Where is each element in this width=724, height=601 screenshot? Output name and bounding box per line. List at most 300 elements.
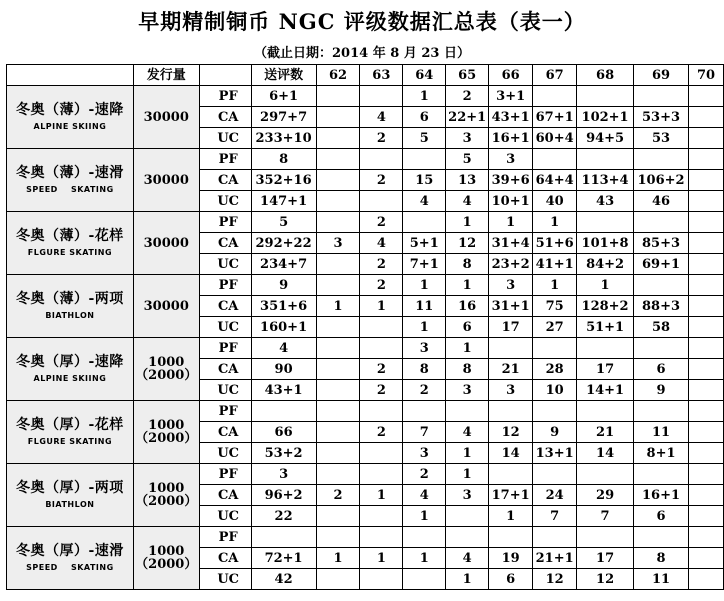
grade-count-cell-64: 7+1	[403, 254, 446, 275]
grade-count-cell-62	[316, 464, 360, 485]
coin-name-cn: 冬奥（厚）-花样	[15, 417, 124, 433]
grade-count-cell-67: 67+1	[533, 107, 577, 128]
grade-count-cell-63: 2	[360, 359, 403, 380]
total-submitted-cell: 160+1	[251, 317, 316, 338]
grade-count-cell-68: 101+8	[577, 233, 634, 254]
grade-count-cell-65	[446, 527, 489, 548]
grade-type-cell: UC	[199, 128, 251, 149]
grade-count-cell-66: 1	[489, 506, 533, 527]
mintage-value: （2000）	[135, 557, 198, 572]
grade-count-cell-70	[689, 149, 724, 170]
grade-count-cell-63	[360, 464, 403, 485]
mintage-cell	[133, 275, 199, 338]
total-submitted-cell: 3	[251, 464, 316, 485]
grade-count-cell-62	[316, 359, 360, 380]
grade-count-cell-67	[533, 464, 577, 485]
table-row	[7, 275, 724, 296]
total-submitted-cell: 352+16	[251, 170, 316, 191]
total-submitted-cell: 6+1	[251, 86, 316, 107]
coin-name-cell	[7, 527, 134, 590]
grade-count-cell-69	[634, 401, 689, 422]
grade-count-cell-67	[533, 149, 577, 170]
grade-count-cell-69	[634, 86, 689, 107]
grade-count-cell-69: 88+3	[634, 296, 689, 317]
header-total: 送评数	[251, 65, 316, 86]
grade-count-cell-69	[634, 527, 689, 548]
grade-count-cell-65: 2	[446, 86, 489, 107]
grade-count-cell-65: 16	[446, 296, 489, 317]
grade-count-cell-70	[689, 296, 724, 317]
grade-count-cell-62	[316, 401, 360, 422]
grade-count-cell-64	[403, 149, 446, 170]
grade-count-cell-68: 14+1	[577, 380, 634, 401]
grade-count-cell-66: 43+1	[489, 107, 533, 128]
grade-count-cell-67: 1	[533, 275, 577, 296]
mintage-value: 1000	[148, 481, 185, 496]
grade-count-cell-67	[533, 338, 577, 359]
grade-count-cell-68	[577, 86, 634, 107]
grade-count-cell-70	[689, 170, 724, 191]
mintage-cell	[133, 401, 199, 464]
grade-count-cell-63	[360, 86, 403, 107]
table-row	[7, 464, 724, 485]
grade-count-cell-63	[360, 527, 403, 548]
grade-count-cell-68	[577, 464, 634, 485]
grade-count-cell-63: 2	[360, 422, 403, 443]
grade-count-cell-66: 31+1	[489, 296, 533, 317]
grade-count-cell-65: 1	[446, 464, 489, 485]
grade-type-cell: UC	[199, 191, 251, 212]
coin-name-cell	[7, 338, 134, 401]
grade-count-cell-65: 22+1	[446, 107, 489, 128]
header-grade-68: 68	[577, 65, 634, 86]
grade-count-cell-67: 60+4	[533, 128, 577, 149]
grade-count-cell-64: 15	[403, 170, 446, 191]
grade-type-cell: PF	[199, 275, 251, 296]
grade-count-cell-62	[316, 128, 360, 149]
grade-count-cell-62: 3	[316, 233, 360, 254]
mintage-value: 1000	[148, 355, 185, 370]
grade-count-cell-66: 39+6	[489, 170, 533, 191]
grade-count-cell-62: 1	[316, 296, 360, 317]
grade-count-cell-63: 4	[360, 107, 403, 128]
table-row	[7, 212, 724, 233]
header-grade-62: 62	[316, 65, 360, 86]
grade-count-cell-70	[689, 107, 724, 128]
grade-count-cell-67	[533, 401, 577, 422]
coin-name-cn: 冬奥（厚）-速降	[15, 354, 124, 370]
grade-count-cell-64: 1	[403, 275, 446, 296]
total-submitted-cell: 22	[251, 506, 316, 527]
coin-name-cell	[7, 464, 134, 527]
grade-count-cell-62	[316, 422, 360, 443]
mintage-value: 1000	[148, 418, 185, 433]
grade-count-cell-70	[689, 317, 724, 338]
grade-count-cell-62	[316, 506, 360, 527]
grade-count-cell-69	[634, 464, 689, 485]
grade-type-cell: CA	[199, 107, 251, 128]
grade-count-cell-65	[446, 401, 489, 422]
grade-count-cell-62	[316, 338, 360, 359]
grade-type-cell: PF	[199, 464, 251, 485]
coin-name-cell	[7, 275, 134, 338]
grade-count-cell-64: 11	[403, 296, 446, 317]
grade-count-cell-62	[316, 191, 360, 212]
grade-count-cell-68: 128+2	[577, 296, 634, 317]
mintage-value: 30000	[143, 235, 189, 251]
grade-count-cell-70	[689, 548, 724, 569]
coin-name-cell	[7, 149, 134, 212]
coin-name-cell	[7, 212, 134, 275]
grade-type-cell: PF	[199, 401, 251, 422]
table-row	[7, 149, 724, 170]
coin-name-en: ALPINE SKIING	[33, 122, 107, 131]
header-grade-63: 63	[360, 65, 403, 86]
grade-type-cell: UC	[199, 317, 251, 338]
grade-count-cell-65: 3	[446, 380, 489, 401]
grade-count-cell-70	[689, 212, 724, 233]
grade-type-cell: PF	[199, 86, 251, 107]
coin-name-en: SPEED SKATING	[26, 185, 114, 194]
total-submitted-cell: 351+6	[251, 296, 316, 317]
grade-count-cell-66: 23+2	[489, 254, 533, 275]
grade-count-cell-70	[689, 464, 724, 485]
grade-count-cell-70	[689, 191, 724, 212]
grade-type-cell: UC	[199, 506, 251, 527]
grade-count-cell-66	[489, 527, 533, 548]
grade-count-cell-69: 11	[634, 569, 689, 590]
grade-count-cell-65: 1	[446, 275, 489, 296]
grade-count-cell-69: 9	[634, 380, 689, 401]
grade-type-cell: UC	[199, 443, 251, 464]
grade-count-cell-64: 3	[403, 338, 446, 359]
grade-count-cell-63: 2	[360, 170, 403, 191]
grade-count-cell-63	[360, 506, 403, 527]
mintage-cell	[133, 338, 199, 401]
grade-count-cell-65: 4	[446, 548, 489, 569]
grade-count-cell-65: 1	[446, 212, 489, 233]
page-title: 早期精制铜币 NGC 评级数据汇总表（表一）	[138, 9, 586, 34]
grade-count-cell-65: 8	[446, 359, 489, 380]
header-row	[7, 65, 724, 86]
grade-count-cell-65: 6	[446, 317, 489, 338]
grade-count-cell-63: 2	[360, 254, 403, 275]
grade-count-cell-64: 5+1	[403, 233, 446, 254]
mintage-value: 30000	[143, 109, 189, 125]
mintage-cell	[133, 212, 199, 275]
coin-name-en: FLGURE SKATING	[27, 248, 113, 257]
grade-count-cell-70	[689, 128, 724, 149]
grade-count-cell-68: 17	[577, 548, 634, 569]
grade-count-cell-64: 1	[403, 506, 446, 527]
grade-count-cell-63	[360, 443, 403, 464]
coin-name-en: FLGURE SKATING	[27, 437, 113, 446]
grade-count-cell-69: 11	[634, 422, 689, 443]
grade-type-cell: CA	[199, 359, 251, 380]
grade-count-cell-64: 6	[403, 107, 446, 128]
grade-count-cell-68	[577, 149, 634, 170]
coin-name-en: SPEED SKATING	[26, 563, 114, 572]
grade-count-cell-69	[634, 149, 689, 170]
total-submitted-cell	[251, 401, 316, 422]
mintage-cell	[133, 149, 199, 212]
grade-count-cell-67: 64+4	[533, 170, 577, 191]
grade-count-cell-69: 53	[634, 128, 689, 149]
grade-count-cell-65: 5	[446, 149, 489, 170]
coin-name-cn: 冬奥（厚）-两项	[15, 480, 124, 496]
grade-count-cell-69	[634, 212, 689, 233]
grade-count-cell-64: 3	[403, 443, 446, 464]
total-submitted-cell: 90	[251, 359, 316, 380]
ngc-grading-table	[6, 64, 724, 590]
grade-count-cell-67: 13+1	[533, 443, 577, 464]
grade-count-cell-62: 2	[316, 485, 360, 506]
grade-count-cell-65: 4	[446, 422, 489, 443]
total-submitted-cell: 292+22	[251, 233, 316, 254]
grade-type-cell: UC	[199, 569, 251, 590]
grade-count-cell-64: 2	[403, 380, 446, 401]
grade-count-cell-64	[403, 401, 446, 422]
grade-count-cell-67: 24	[533, 485, 577, 506]
grade-count-cell-64: 5	[403, 128, 446, 149]
grade-count-cell-62	[316, 443, 360, 464]
grade-count-cell-70	[689, 359, 724, 380]
grade-count-cell-68: 43	[577, 191, 634, 212]
grade-count-cell-64	[403, 569, 446, 590]
grade-count-cell-62	[316, 107, 360, 128]
grade-count-cell-68	[577, 212, 634, 233]
grade-count-cell-64: 1	[403, 317, 446, 338]
grade-count-cell-63: 2	[360, 275, 403, 296]
grade-count-cell-68: 21	[577, 422, 634, 443]
total-submitted-cell: 4	[251, 338, 316, 359]
coin-name-cell	[7, 401, 134, 464]
grade-count-cell-67: 40	[533, 191, 577, 212]
grade-count-cell-70	[689, 275, 724, 296]
grade-count-cell-68: 1	[577, 275, 634, 296]
grade-count-cell-67	[533, 527, 577, 548]
table-row	[7, 401, 724, 422]
grade-count-cell-64: 1	[403, 548, 446, 569]
grade-count-cell-64: 8	[403, 359, 446, 380]
grade-count-cell-62	[316, 275, 360, 296]
grade-count-cell-68: 12	[577, 569, 634, 590]
grade-count-cell-68: 7	[577, 506, 634, 527]
grade-type-cell: UC	[199, 254, 251, 275]
total-submitted-cell: 96+2	[251, 485, 316, 506]
total-submitted-cell: 8	[251, 149, 316, 170]
grade-count-cell-62	[316, 149, 360, 170]
grade-count-cell-65: 8	[446, 254, 489, 275]
mintage-value: （2000）	[135, 368, 198, 383]
grade-count-cell-63	[360, 338, 403, 359]
grade-count-cell-70	[689, 254, 724, 275]
grade-count-cell-63: 2	[360, 380, 403, 401]
total-submitted-cell: 66	[251, 422, 316, 443]
grade-count-cell-64	[403, 212, 446, 233]
coin-name-en: ALPINE SKIING	[33, 374, 107, 383]
grade-count-cell-63	[360, 191, 403, 212]
grade-count-cell-67	[533, 86, 577, 107]
grade-count-cell-69: 8+1	[634, 443, 689, 464]
header-grade-67: 67	[533, 65, 577, 86]
header-grade-65: 65	[446, 65, 489, 86]
grade-count-cell-67: 12	[533, 569, 577, 590]
grade-count-cell-70	[689, 485, 724, 506]
header-grade-64: 64	[403, 65, 446, 86]
grade-type-cell: CA	[199, 422, 251, 443]
grade-count-cell-63: 2	[360, 128, 403, 149]
grade-count-cell-67: 41+1	[533, 254, 577, 275]
grade-count-cell-70	[689, 422, 724, 443]
grade-count-cell-66: 10+1	[489, 191, 533, 212]
total-submitted-cell: 43+1	[251, 380, 316, 401]
grade-count-cell-62	[316, 317, 360, 338]
grade-count-cell-67: 51+6	[533, 233, 577, 254]
grade-type-cell: CA	[199, 233, 251, 254]
grade-count-cell-68	[577, 338, 634, 359]
coin-name-cn: 冬奥（薄）-两项	[15, 291, 124, 307]
grade-count-cell-66: 17	[489, 317, 533, 338]
mintage-cell	[133, 464, 199, 527]
table-body	[7, 86, 724, 590]
grade-count-cell-67: 21+1	[533, 548, 577, 569]
grade-count-cell-65: 3	[446, 485, 489, 506]
header-grade-66: 66	[489, 65, 533, 86]
grade-count-cell-68: 102+1	[577, 107, 634, 128]
grade-count-cell-66: 3	[489, 275, 533, 296]
grade-count-cell-66: 21	[489, 359, 533, 380]
cutoff-date: （截止日期：2014 年 8 月 23 日）	[254, 46, 470, 61]
total-submitted-cell: 234+7	[251, 254, 316, 275]
grade-count-cell-68: 14	[577, 443, 634, 464]
grade-count-cell-63: 1	[360, 485, 403, 506]
grade-count-cell-65: 13	[446, 170, 489, 191]
grade-count-cell-64: 7	[403, 422, 446, 443]
header-grade	[199, 65, 251, 86]
grade-count-cell-70	[689, 401, 724, 422]
grade-count-cell-70	[689, 527, 724, 548]
coin-name-cn: 冬奥（薄）-速降	[15, 102, 124, 118]
grade-count-cell-66: 3	[489, 380, 533, 401]
grade-type-cell: CA	[199, 485, 251, 506]
grade-count-cell-64	[403, 527, 446, 548]
grade-type-cell: PF	[199, 212, 251, 233]
grade-count-cell-62: 1	[316, 548, 360, 569]
grade-type-cell: PF	[199, 149, 251, 170]
mintage-value: 30000	[143, 298, 189, 314]
mintage-cell	[133, 86, 199, 149]
grade-count-cell-62	[316, 569, 360, 590]
grade-count-cell-62	[316, 86, 360, 107]
grade-count-cell-63	[360, 149, 403, 170]
grade-count-cell-70	[689, 380, 724, 401]
grade-count-cell-70	[689, 569, 724, 590]
grade-count-cell-67: 1	[533, 212, 577, 233]
grade-type-cell: CA	[199, 296, 251, 317]
grade-count-cell-65: 12	[446, 233, 489, 254]
grade-type-cell: CA	[199, 548, 251, 569]
grade-count-cell-66: 3+1	[489, 86, 533, 107]
grade-count-cell-63	[360, 317, 403, 338]
coin-name-cn: 冬奥（薄）-速滑	[15, 165, 124, 181]
total-submitted-cell: 9	[251, 275, 316, 296]
grade-count-cell-66: 14	[489, 443, 533, 464]
grade-count-cell-66	[489, 401, 533, 422]
grade-count-cell-67: 75	[533, 296, 577, 317]
grade-count-cell-66	[489, 464, 533, 485]
grade-count-cell-62	[316, 527, 360, 548]
grade-count-cell-65: 1	[446, 569, 489, 590]
grade-count-cell-68	[577, 527, 634, 548]
grade-count-cell-69: 46	[634, 191, 689, 212]
total-submitted-cell: 53+2	[251, 443, 316, 464]
grade-count-cell-68: 17	[577, 359, 634, 380]
grade-count-cell-65	[446, 506, 489, 527]
grade-count-cell-63: 1	[360, 296, 403, 317]
coin-name-cell	[7, 86, 134, 149]
total-submitted-cell	[251, 527, 316, 548]
total-submitted-cell: 233+10	[251, 128, 316, 149]
grade-count-cell-63: 1	[360, 548, 403, 569]
grade-count-cell-65: 1	[446, 443, 489, 464]
grade-count-cell-64: 2	[403, 464, 446, 485]
grade-type-cell: CA	[199, 170, 251, 191]
grade-count-cell-63: 4	[360, 233, 403, 254]
grade-count-cell-69: 69+1	[634, 254, 689, 275]
grade-count-cell-62	[316, 380, 360, 401]
grade-count-cell-70	[689, 506, 724, 527]
grade-count-cell-67: 9	[533, 422, 577, 443]
mintage-cell	[133, 527, 199, 590]
grade-count-cell-67: 27	[533, 317, 577, 338]
header-grade-69: 69	[634, 65, 689, 86]
total-submitted-cell: 5	[251, 212, 316, 233]
grade-count-cell-66: 6	[489, 569, 533, 590]
table-row	[7, 338, 724, 359]
grade-type-cell: UC	[199, 380, 251, 401]
grade-count-cell-69: 85+3	[634, 233, 689, 254]
header-coin	[7, 65, 134, 86]
grade-count-cell-66	[489, 338, 533, 359]
grade-count-cell-68: 51+1	[577, 317, 634, 338]
grade-count-cell-68: 29	[577, 485, 634, 506]
coin-name-cn: 冬奥（厚）-速滑	[15, 543, 124, 559]
grade-count-cell-66: 19	[489, 548, 533, 569]
grade-count-cell-66: 16+1	[489, 128, 533, 149]
grade-count-cell-67: 28	[533, 359, 577, 380]
grade-count-cell-64: 1	[403, 86, 446, 107]
grade-count-cell-66: 1	[489, 212, 533, 233]
header-grade-70: 70	[689, 65, 724, 86]
grade-count-cell-63: 2	[360, 212, 403, 233]
grade-count-cell-66: 3	[489, 149, 533, 170]
grade-count-cell-68: 94+5	[577, 128, 634, 149]
grade-count-cell-65: 1	[446, 338, 489, 359]
total-submitted-cell: 42	[251, 569, 316, 590]
grade-count-cell-64: 4	[403, 191, 446, 212]
mintage-value: （2000）	[135, 431, 198, 446]
grade-count-cell-66: 17+1	[489, 485, 533, 506]
grade-count-cell-68: 113+4	[577, 170, 634, 191]
grade-count-cell-69: 16+1	[634, 485, 689, 506]
grade-count-cell-66: 31+4	[489, 233, 533, 254]
grade-count-cell-69: 6	[634, 359, 689, 380]
grade-count-cell-65: 4	[446, 191, 489, 212]
grade-count-cell-69	[634, 338, 689, 359]
grade-count-cell-63	[360, 569, 403, 590]
table-row	[7, 86, 724, 107]
